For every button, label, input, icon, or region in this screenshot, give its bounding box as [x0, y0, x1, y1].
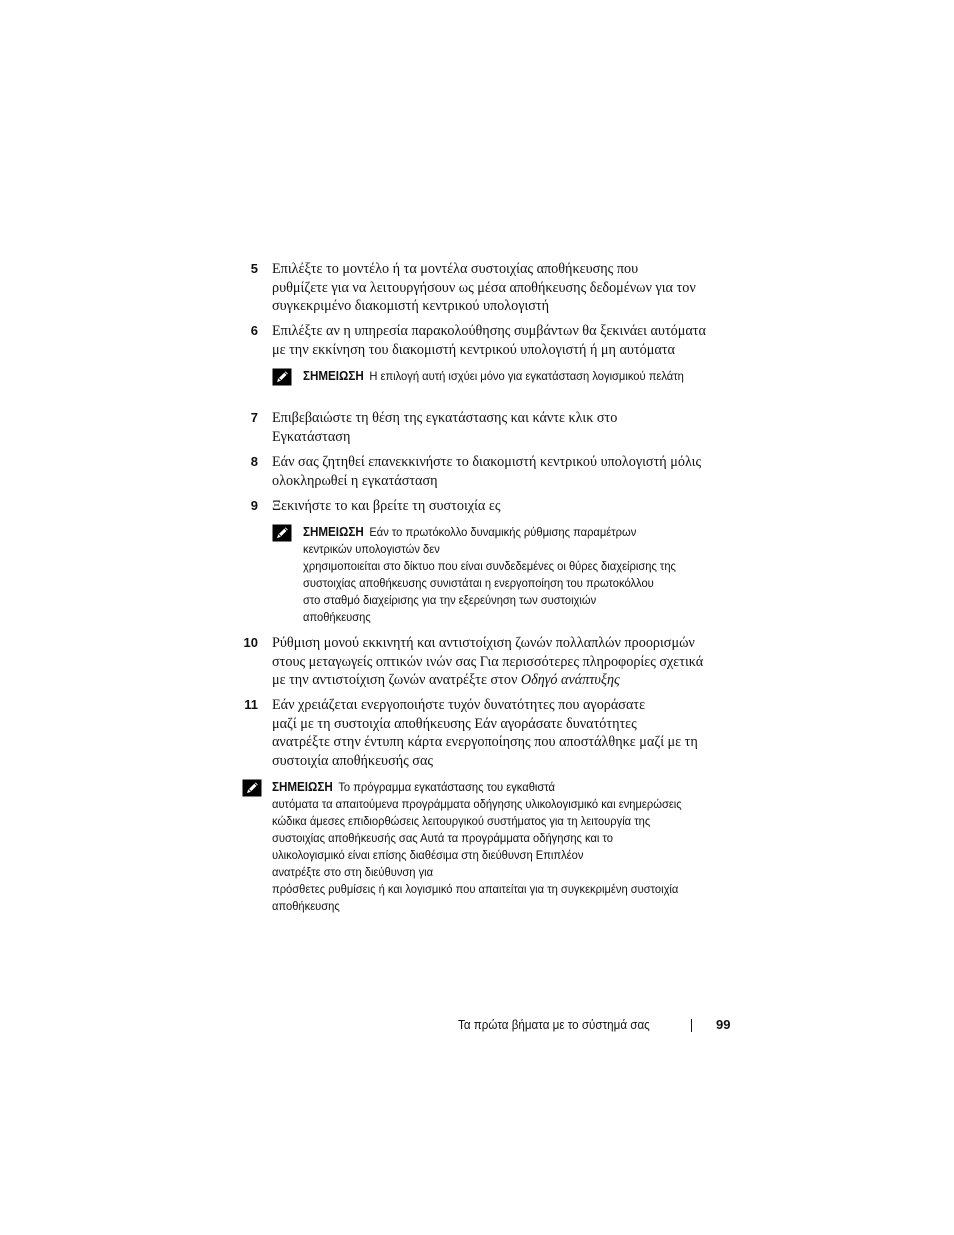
footer-divider [691, 1019, 692, 1032]
step-number: 5 [250, 261, 258, 276]
note-label: ΣΗΜΕΙΩΣΗ [272, 780, 333, 794]
step-number: 9 [250, 498, 258, 513]
step-text: Επιλέξτε αν η υπηρεσία παρακολούθησης συμβάντων θα ξεκινάει αυτόματα με την εκκίνηση του διακομιστή κεντρικού υπολογιστή ή μη αυτόματα [272, 323, 706, 358]
page-footer [0, 1016, 954, 1036]
step-text: Επιβεβαιώστε τη θέση της εγκατάστασης και κάντε κλικ στο Εγκατάσταση [272, 410, 618, 445]
step-text: Εάν σας ζητηθεί επανεκκινήστε το διακομιστή κεντρικού υπολογιστή μόλις ολοκληρωθεί η εγκατάσταση [272, 454, 702, 489]
step-number: 6 [250, 323, 258, 338]
step-text: Ρύθμιση μονού εκκινητή και αντιστοίχιση ζωνών πολλαπλών προορισμών στους μεταγωγείς οπτικών ινών σας Για περισσότερες πληροφορίες σχετικά με την αντιστοίχιση ζωνών ανατρέξτε στον Οδηγό ανάπτυξης [272, 635, 704, 688]
pencil-note-icon [272, 524, 292, 542]
page-number: 99 [716, 1017, 731, 1032]
step-text: Επιλέξτε το μοντέλο ή τα μοντέλα συστοιχίας αποθήκευσης που ρυθμίζετε για να λειτουργήσουν ως μέσα αποθήκευσης δεδομένων για τον συγκεκριμένο διακομιστή κεντρικού υπολογιστή [272, 261, 696, 314]
pencil-note-icon [272, 368, 292, 386]
pencil-note-icon [242, 779, 262, 797]
step-text: Εάν χρειάζεται ενεργοποιήστε τυχόν δυνατότητες που αγοράσατε μαζί με τη συστοιχία αποθήκευσης Εάν αγοράσατε δυνατότητες ανατρέξτε στην έντυπη κάρτα ενεργοποίησης που αποστάλθηκε μαζί με τη συστοιχία αποθήκευσής σας [272, 697, 698, 769]
step-number: 11 [244, 697, 258, 712]
step-number: 8 [250, 454, 258, 469]
step-text: Ξεκινήστε το και βρείτε τη συστοιχία ες [272, 498, 501, 514]
step-number: 7 [250, 410, 258, 425]
footer-chapter-title: Τα πρώτα βήματα με το σύστημά σας [458, 1018, 650, 1032]
deployment-guide-title: Οδηγό ανάπτυξης [520, 672, 620, 688]
note-label: ΣΗΜΕΙΩΣΗ [303, 525, 364, 539]
step-number: 10 [243, 635, 258, 650]
note-label: ΣΗΜΕΙΩΣΗ [303, 369, 364, 383]
